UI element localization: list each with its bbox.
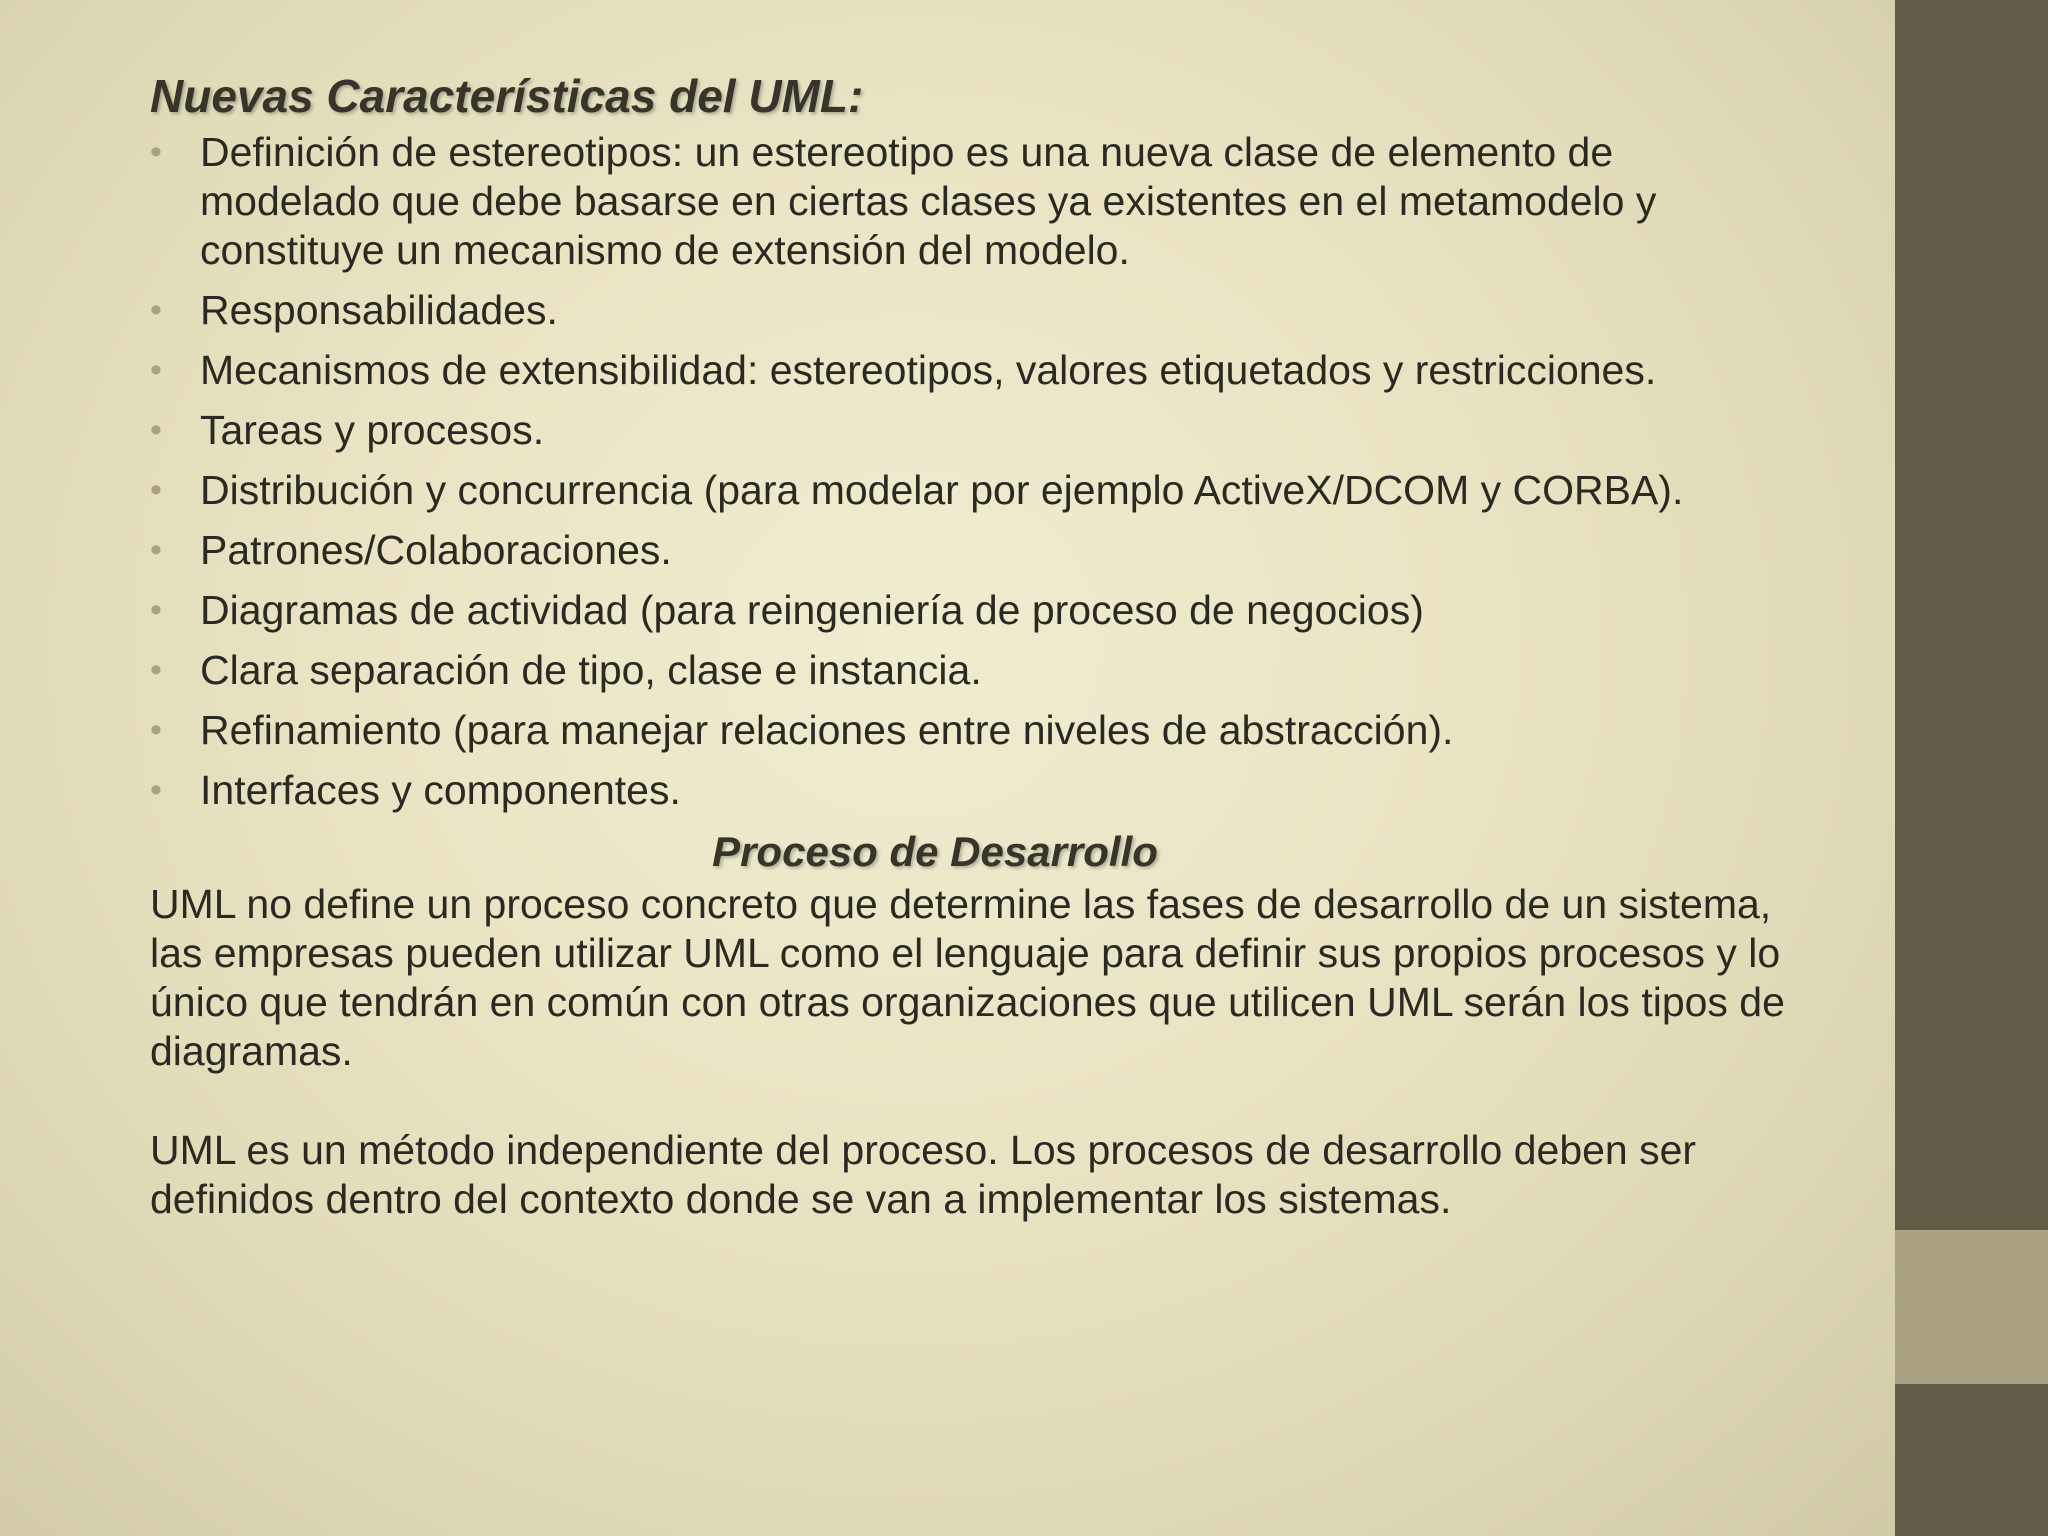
bullet-icon: • [150, 471, 162, 509]
list-item-text: Clara separación de tipo, clase e instancia. [200, 647, 982, 693]
slide-content [150, 70, 1790, 1224]
paragraph-process: UML no define un proceso concreto que determine las fases de desarrollo de un sistema, las empresas pueden utilizar UML como el lenguaje para definir sus propios procesos y lo único que tendrán en común con otras organizaciones que utilicen UML serán los tipos de diagramas. [150, 881, 1785, 1074]
list-item-text: Interfaces y componentes. [200, 767, 681, 813]
bullet-icon: • [150, 771, 162, 809]
list-item-text: Distribución y concurrencia (para modelar por ejemplo ActiveX/DCOM y CORBA). [200, 467, 1684, 513]
list-item-text: Mecanismos de extensibilidad: estereotipos, valores etiquetados y restricciones. [200, 347, 1657, 393]
list-item [150, 466, 1790, 515]
list-item-text: Refinamiento (para manejar relaciones entre niveles de abstracción). [200, 707, 1454, 753]
feature-list [150, 128, 1790, 815]
list-item-text: Tareas y procesos. [200, 407, 545, 453]
bullet-icon: • [150, 651, 162, 689]
section-heading: Proceso de Desarrollo [712, 828, 1158, 875]
list-item [150, 766, 1790, 815]
bullet-icon: • [150, 711, 162, 749]
list-item [150, 586, 1790, 635]
slide-heading: Nuevas Características del UML: [150, 70, 864, 122]
bullet-icon: • [150, 133, 162, 171]
bullet-icon: • [150, 291, 162, 329]
list-item-text: Definición de estereotipos: un estereotipo es una nueva clase de elemento de modelado que debe basarse en ciertas clases ya existentes en el metamodelo y constituye un mecanismo de extensión del modelo. [200, 129, 1657, 273]
paragraph-spacer [150, 1076, 1790, 1126]
list-item [150, 406, 1790, 455]
list-item [150, 346, 1790, 395]
list-item-text: Patrones/Colaboraciones. [200, 527, 672, 573]
bullet-icon: • [150, 531, 162, 569]
paragraph-independence: UML es un método independiente del proceso. Los procesos de desarrollo deben ser definidos dentro del contexto donde se van a implementar los sistemas. [150, 1127, 1697, 1222]
list-item [150, 706, 1790, 755]
list-item [150, 128, 1790, 275]
bullet-icon: • [150, 591, 162, 629]
side-decoration-accent [1895, 1230, 2048, 1384]
bullet-icon: • [150, 351, 162, 389]
list-item-text: Diagramas de actividad (para reingeniería de proceso de negocios) [200, 587, 1424, 633]
list-item [150, 286, 1790, 335]
list-item [150, 526, 1790, 575]
bullet-icon: • [150, 411, 162, 449]
list-item [150, 646, 1790, 695]
list-item-text: Responsabilidades. [200, 287, 558, 333]
